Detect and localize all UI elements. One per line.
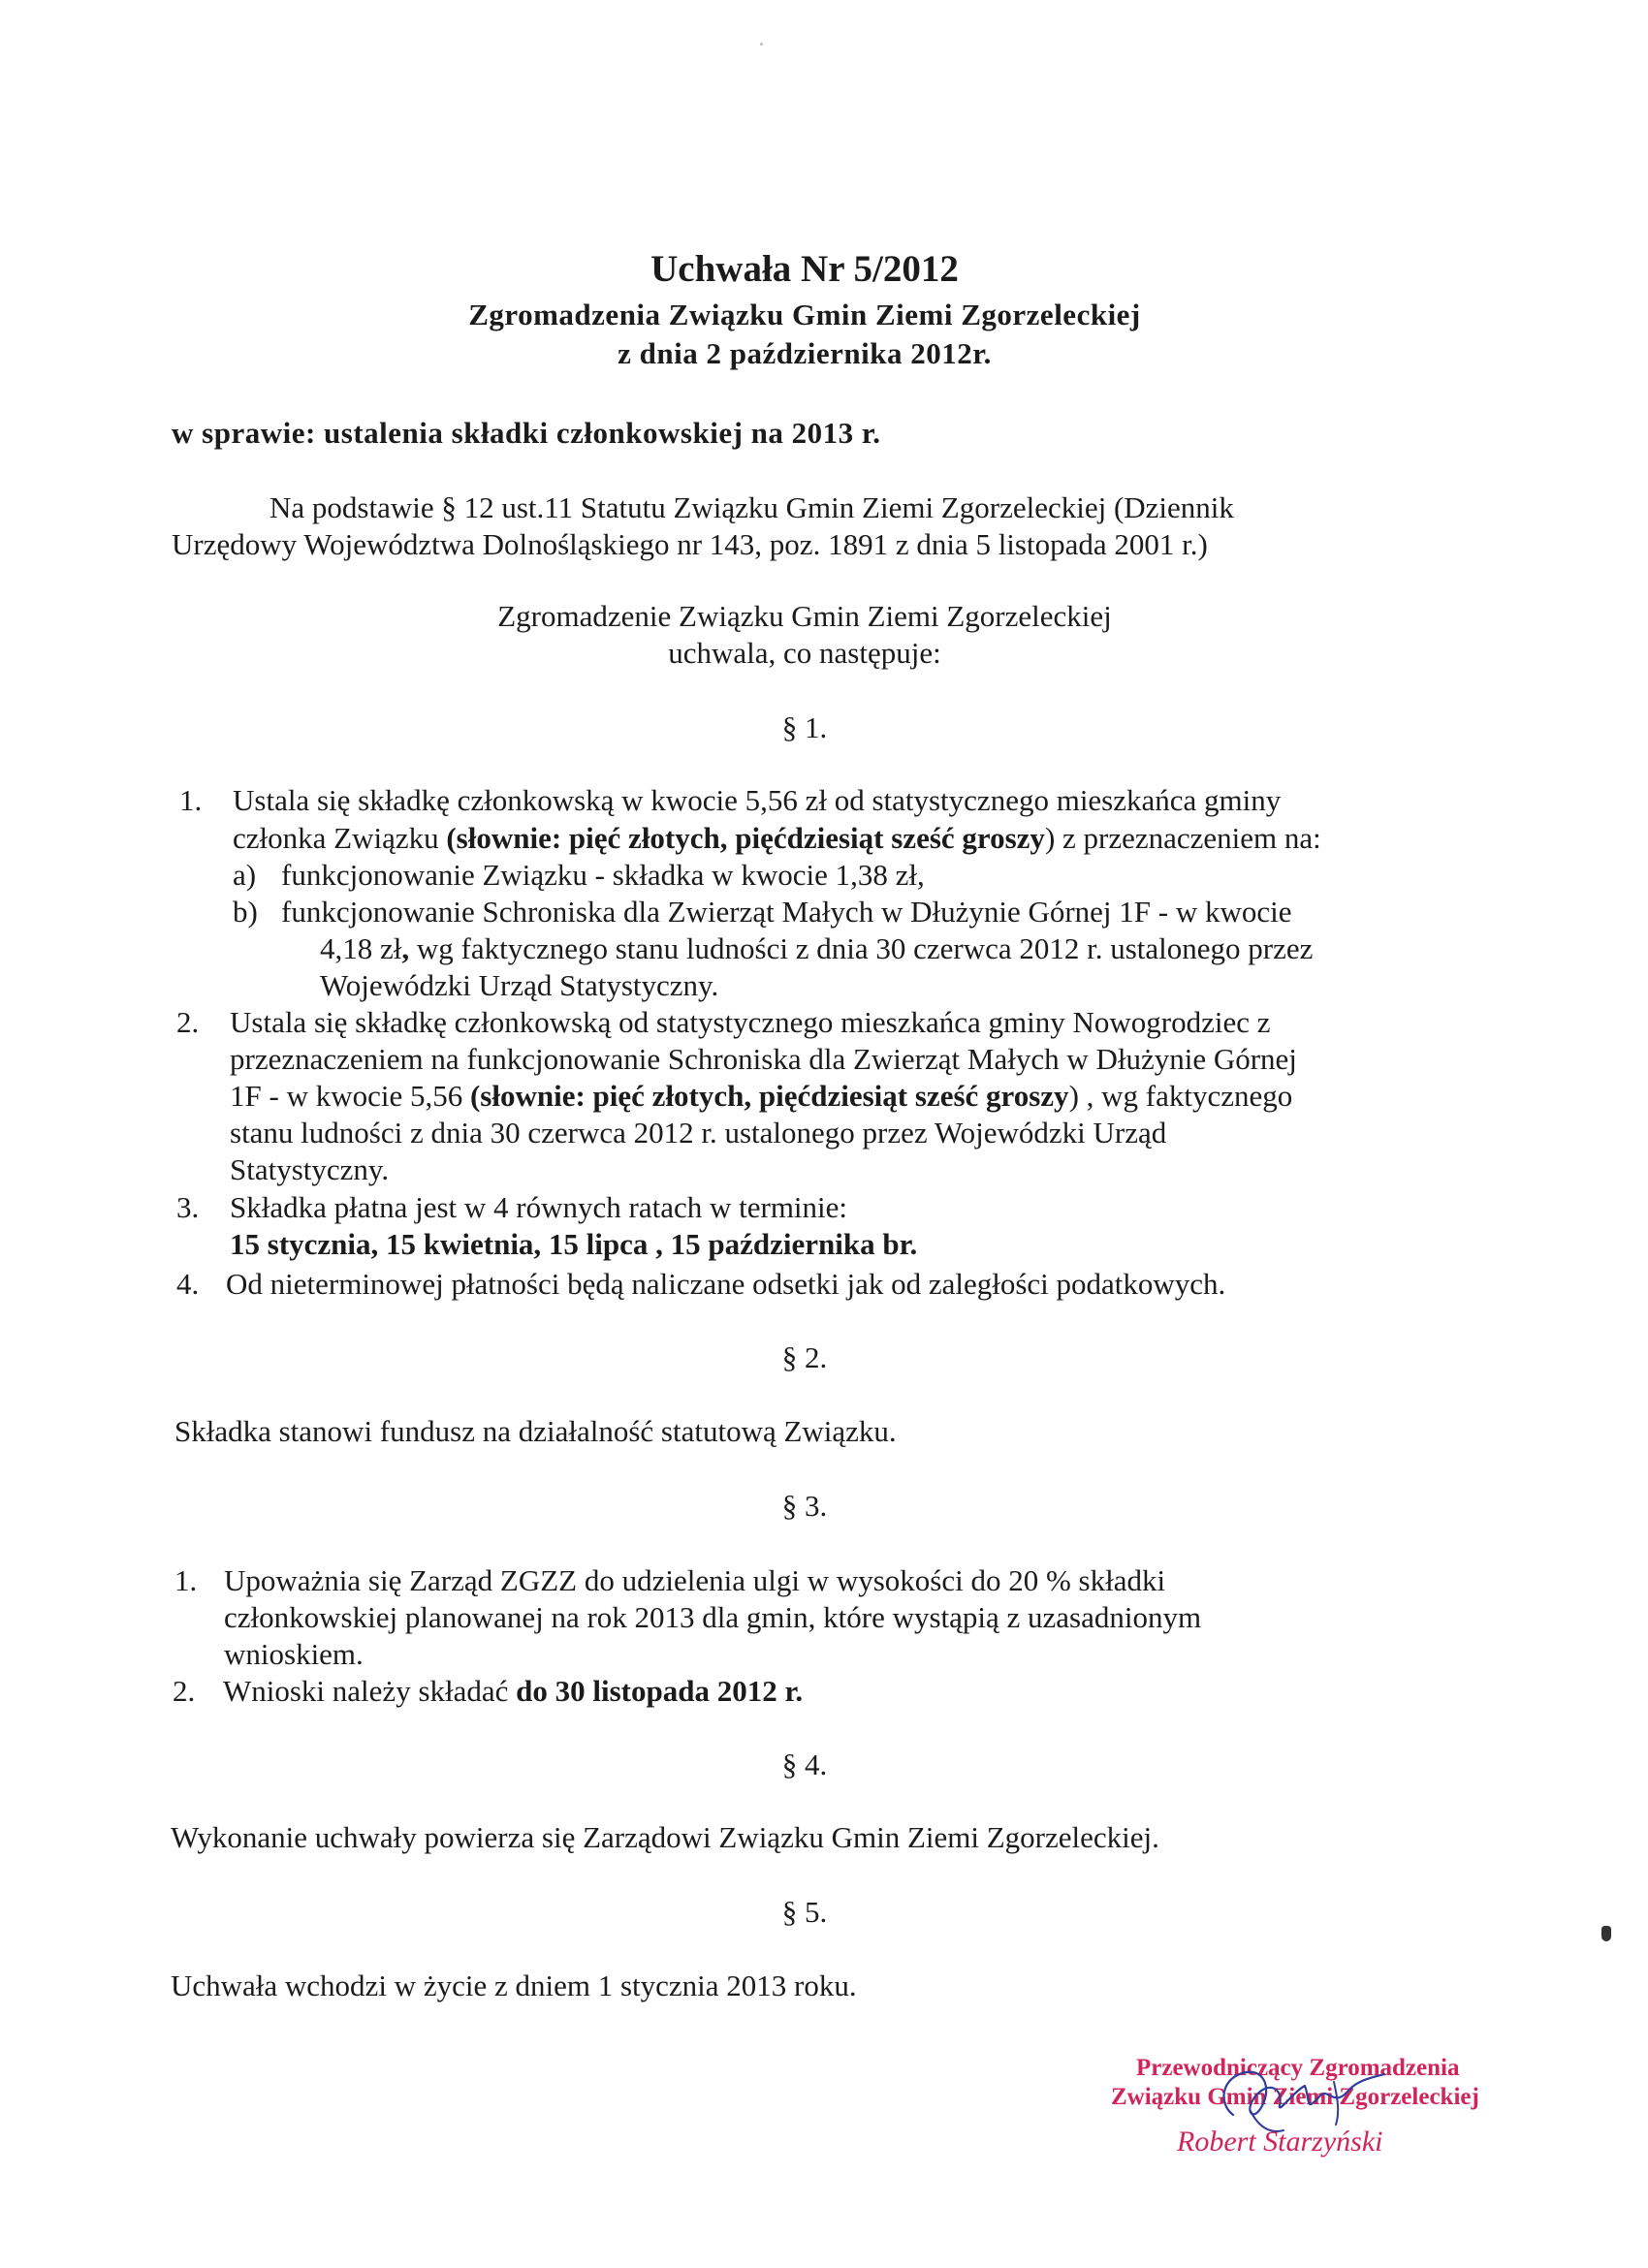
s3-item-1-line-3: wnioskiem. [224, 1637, 364, 1671]
signatory-name: Robert Starzyński [1177, 2126, 1383, 2158]
s1-item-2-line-3 [230, 1078, 1292, 1115]
section-5-heading: § 5. [781, 1895, 828, 1929]
section-1-heading: § 1. [781, 710, 828, 744]
s1-item-2-line-3-c: ) , wg faktycznego [1068, 1079, 1293, 1113]
stamp-line-1: Przewodniczący Zgromadzenia [1136, 2055, 1460, 2081]
section-4-text: Wykonanie uchwały powierza się Zarządowi Związku Gmin Ziemi Zgorzeleckiej. [171, 1820, 1159, 1854]
s1-item-2-line-5: Statystyczny. [230, 1152, 390, 1186]
s1-item-1-b-line-2-rest: wg faktycznego stanu ludności z dnia 30 czerwca 2012 r. ustalonego przez [409, 931, 1314, 965]
s1-item-1-amount-words: (słownie: pięć złotych, pięćdziesiąt sześć groszy [446, 821, 1045, 855]
scan-speck [760, 43, 763, 46]
section-3-heading: § 3. [781, 1489, 828, 1523]
section-4-heading: § 4. [781, 1748, 828, 1781]
s1-item-2-line-2: przeznaczeniem na funkcjonowanie Schroniska dla Zwierząt Małych w Dłużynie Górnej [230, 1042, 1297, 1076]
resolution-subject: w sprawie: ustalenia składki członkowskiej na 2013 r. [172, 416, 881, 450]
s1-item-1-line-1: Ustala się składkę członkowską w kwocie 5,56 zł od statystycznego mieszkańca gminy [233, 783, 1282, 817]
assembly-line-2: uchwala, co następuje: [668, 636, 941, 670]
s1-item-1-b-line-2 [320, 930, 1313, 967]
s1-item-2-number: 2. [176, 1005, 200, 1039]
s3-item-2-line-1 [223, 1673, 803, 1710]
s1-item-3-number: 3. [176, 1190, 200, 1224]
s1-item-3-payment-dates: 15 stycznia, 15 kwietnia, 15 lipca , 15 października br. [230, 1227, 918, 1261]
s1-item-1-number: 1. [179, 783, 203, 817]
section-2-text: Składka stanowi fundusz na działalność statutową Związku. [174, 1414, 897, 1448]
s1-item-2-line-1: Ustala się składkę członkowską od statystycznego mieszkańca gminy Nowogrodziec z [230, 1005, 1271, 1039]
section-2-heading: § 2. [781, 1340, 828, 1374]
stamp-line-2: Związku Gmin Ziemi Zgorzeleckiej [1111, 2084, 1479, 2110]
s1-item-1-b-line-1: funkcjonowanie Schroniska dla Zwierząt Małych w Dłużynie Górnej 1F - w kwocie [281, 895, 1292, 929]
s1-item-1-a-text: funkcjonowanie Związku - składka w kwocie 1,38 zł, [281, 858, 925, 892]
s1-item-1-a-label: a) [233, 858, 257, 892]
s1-item-2-line-4: stanu ludności z dnia 30 czerwca 2012 r. ustalonego przez Wojewódzki Urząd [230, 1116, 1167, 1150]
s3-item-2-text: Wnioski należy składać [223, 1674, 517, 1708]
s1-item-1-b-comma: , [401, 931, 410, 965]
s1-item-4-line-1: Od nieterminowej płatności będą naliczane odsetki jak od zaległości podatkowych. [226, 1267, 1226, 1301]
section-5-text: Uchwała wchodzi w życie z dniem 1 stycznia 2013 roku. [171, 1969, 857, 2002]
s1-item-1-b-amount: 4,18 zł [320, 931, 402, 965]
s1-item-1-b-line-3: Wojewódzki Urząd Statystyczny. [320, 968, 719, 1002]
s1-item-1-line-2-a: członka Związku [233, 821, 447, 855]
s1-item-1-b-label: b) [233, 895, 258, 929]
s1-item-1-line-2 [233, 820, 1321, 857]
s1-item-3-line-1: Składka płatna jest w 4 równych ratach w terminie: [230, 1190, 848, 1224]
resolution-title: Uchwała Nr 5/2012 [650, 248, 959, 290]
s3-item-2-number: 2. [173, 1674, 196, 1708]
assembly-line-1: Zgromadzenie Związku Gmin Ziemi Zgorzeleckiej [497, 599, 1112, 633]
s1-item-1-line-2-c: ) z przeznaczeniem na: [1044, 821, 1321, 855]
s1-item-2-line-3-a: 1F - w kwocie 5,56 [230, 1079, 470, 1113]
legal-basis-line-2: Urzędowy Województwa Dolnośląskiego nr 143, poz. 1891 z dnia 5 listopada 2001 r.) [172, 527, 1208, 561]
s3-item-2-deadline: do 30 listopada 2012 r. [516, 1674, 804, 1708]
s3-item-1-line-2: członkowskiej planowanej na rok 2013 dla gmin, które wystąpią z uzasadnionym [224, 1600, 1202, 1634]
legal-basis-line-1: Na podstawie § 12 ust.11 Statutu Związku Gmin Ziemi Zgorzeleckiej (Dziennik [269, 490, 1234, 524]
resolution-subtitle-assembly: Zgromadzenia Związku Gmin Ziemi Zgorzeleckiej [468, 298, 1141, 331]
s3-item-1-number: 1. [174, 1563, 198, 1597]
resolution-date: z dnia 2 października 2012r. [618, 336, 992, 370]
s3-item-1-line-1: Upoważnia się Zarząd ZGZZ do udzielenia ulgi w wysokości do 20 % składki [224, 1563, 1166, 1597]
s1-item-2-amount-words: (słownie: pięć złotych, pięćdziesiąt sześć groszy [469, 1079, 1069, 1113]
s1-item-4-number: 4. [176, 1267, 200, 1301]
scan-mark [1601, 1926, 1611, 1941]
